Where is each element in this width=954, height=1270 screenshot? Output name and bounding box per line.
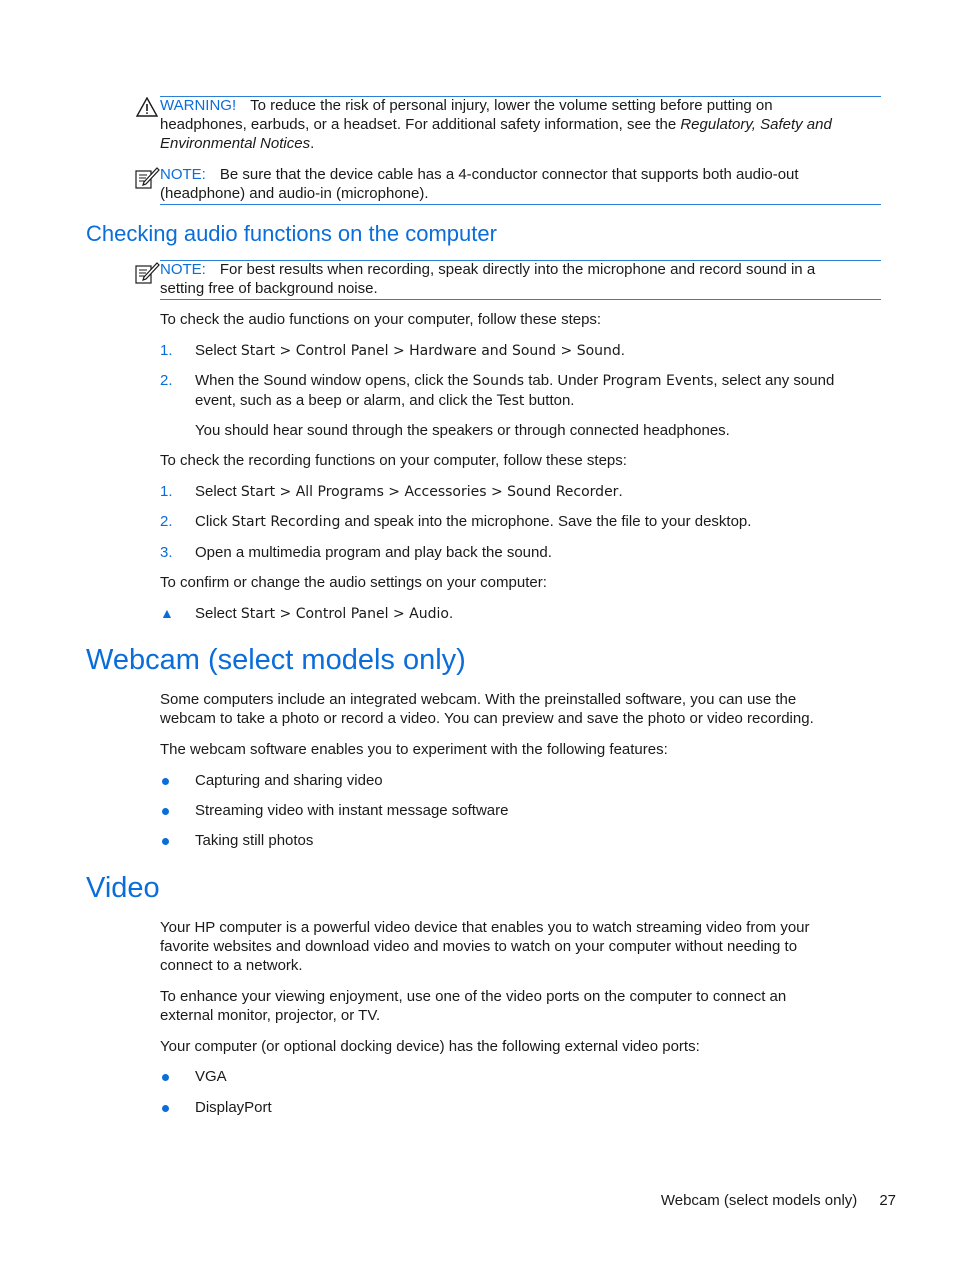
port-text: DisplayPort: [195, 1099, 272, 1116]
ui-start-recording: Start Recording: [231, 514, 341, 530]
step-text-end: .: [618, 483, 623, 500]
video-para1-line1: Your HP computer is a powerful video device that enables you to watch streaming video from your: [160, 919, 810, 936]
note-recording: [160, 260, 880, 298]
video-para1: [160, 918, 880, 975]
section-heading-checking-audio: Checking audio functions on the computer: [86, 221, 497, 246]
note-bottom-rule: [160, 204, 881, 205]
step-number: 1.: [160, 342, 173, 359]
video-para2: [160, 987, 880, 1025]
note2-bottom-rule: [160, 299, 881, 300]
step-text: Select: [195, 483, 241, 500]
note-text-line2: (headphone) and audio-in (microphone).: [160, 185, 429, 202]
port-text: VGA: [195, 1068, 227, 1085]
step-text: , select any sound: [713, 372, 835, 389]
warning-notice: [160, 96, 880, 153]
footer-section-title: Webcam (select models only): [660, 1192, 858, 1209]
video-para2-line1: To enhance your viewing enjoyment, use one of the video ports on the computer to connect an: [160, 988, 787, 1005]
bullet-dot-icon: [162, 1074, 169, 1081]
bullet-dot-icon: [162, 1105, 169, 1112]
step-number: 1.: [160, 483, 173, 500]
step-text-end: .: [620, 342, 625, 359]
audio-result: You should hear sound through the speakers or through connected headphones.: [195, 422, 730, 439]
ui-program-events: Program Events: [602, 373, 714, 389]
bullet-dot-icon: [162, 808, 169, 815]
step-text: event, such as a beep or alarm, and click the: [195, 392, 497, 409]
step-text: button.: [524, 392, 575, 409]
warning-text-line2: headphones, earbuds, or a headset. For additional safety information, see the: [160, 116, 681, 133]
webcam-para2: The webcam software enables you to experiment with the following features:: [160, 741, 668, 758]
ui-path: Start > Control Panel > Hardware and Sound > Sound: [240, 343, 621, 359]
note-text-line1: Be sure that the device cable has a 4-conductor connector that supports both audio-out: [219, 166, 799, 183]
ui-path: Start > All Programs > Accessories > Sound Recorder: [240, 484, 619, 500]
step-text-end: .: [448, 605, 454, 622]
webcam-para1-line1: Some computers include an integrated webcam. With the preinstalled software, you can use the: [160, 691, 797, 708]
bullet-dot-icon: [162, 838, 169, 845]
note-text-line2: setting free of background noise.: [160, 280, 378, 297]
section-heading-video: Video: [86, 872, 160, 904]
ui-path: Start > Control Panel > Audio: [240, 606, 449, 622]
note-label: NOTE:: [160, 261, 206, 278]
triangle-bullet-icon: ▲: [160, 605, 174, 621]
step-text: and speak into the microphone. Save the file to your desktop.: [340, 513, 752, 530]
warning-triangle-icon: [136, 97, 158, 117]
intro-audio: To check the audio functions on your computer, follow these steps:: [160, 311, 602, 328]
webcam-para1-line2: webcam to take a photo or record a video. You can preview and save the photo or video recording.: [160, 710, 814, 727]
step-text: Click: [195, 513, 232, 530]
video-para3: Your computer (or optional docking device) has the following external video ports:: [160, 1038, 700, 1055]
video-para2-line2: external monitor, projector, or TV.: [160, 1007, 381, 1024]
intro-confirm: To confirm or change the audio settings on your computer:: [160, 574, 547, 591]
warning-reference-title-cont: Environmental Notices: [160, 135, 311, 152]
webcam-para1: [160, 690, 880, 728]
intro-recording: To check the recording functions on your computer, follow these steps:: [160, 452, 627, 469]
bullet-dot-icon: [162, 778, 169, 785]
step-text: When the Sound window opens, click the: [195, 372, 473, 389]
warning-text-line1: To reduce the risk of personal injury, lower the volume setting before putting on: [250, 97, 773, 114]
warning-label: WARNING!: [160, 97, 237, 114]
ui-test-button: Test: [496, 393, 525, 409]
page-footer: [661, 1191, 896, 1210]
note-pencil-icon: [135, 261, 160, 285]
step-text: Select: [195, 605, 241, 622]
step-text: Open a multimedia program and play back the sound.: [195, 544, 552, 561]
feature-text: Capturing and sharing video: [195, 772, 383, 789]
step-number: 2.: [160, 513, 173, 530]
section-heading-webcam: Webcam (select models only): [86, 644, 466, 676]
note-label: NOTE:: [160, 166, 206, 183]
step-text: Select: [195, 342, 241, 359]
video-para1-line3: connect to a network.: [160, 957, 303, 974]
note-cable: [160, 165, 880, 203]
warning-text-end: .: [310, 135, 315, 152]
note-text-line1: For best results when recording, speak directly into the microphone and record sound in a: [219, 261, 816, 278]
page-number: 27: [879, 1192, 896, 1209]
video-para1-line2: favorite websites and download video and movies to watch on your computer without needing to: [160, 938, 798, 955]
warning-reference-title: Regulatory, Safety and: [680, 116, 832, 133]
feature-text: Streaming video with instant message software: [195, 802, 509, 819]
step-number: 2.: [160, 372, 173, 389]
step-text: tab. Under: [524, 372, 603, 389]
feature-text: Taking still photos: [195, 832, 314, 849]
ui-sounds-tab: Sounds: [472, 373, 525, 389]
step-number: 3.: [160, 544, 173, 561]
note-pencil-icon: [135, 166, 160, 190]
